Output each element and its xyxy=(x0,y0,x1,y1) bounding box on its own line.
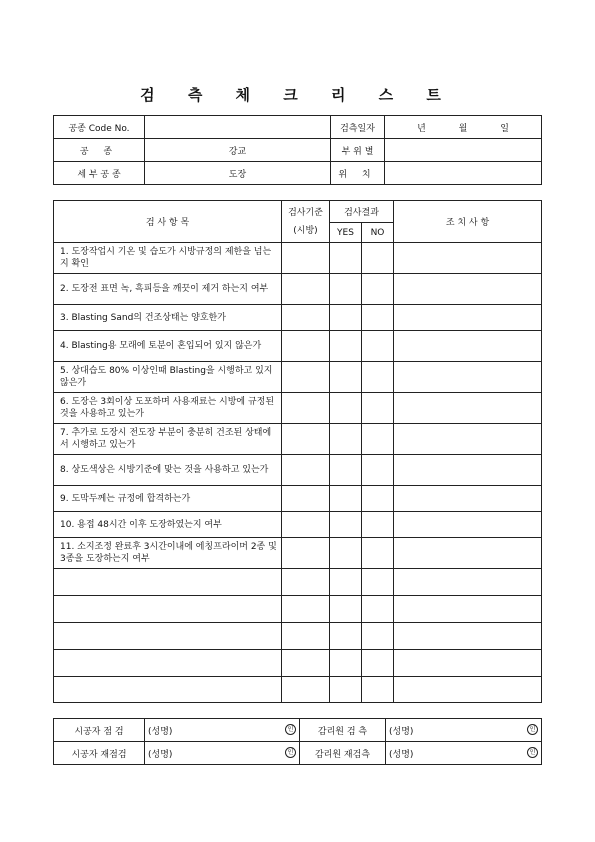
yes-cell[interactable] xyxy=(330,569,362,596)
supervisor-inspect-label: 감리원 검 측 xyxy=(300,719,386,742)
yes-cell[interactable] xyxy=(330,677,362,703)
checklist-item-text: 6. 도장은 3회이상 도포하며 사용재료는 시방에 규정된 것을 사용하고 있는가 xyxy=(54,393,282,424)
no-cell[interactable] xyxy=(362,424,394,455)
checklist-item-text: 5. 상대습도 80% 이상인때 Blasting을 시행하고 있지 않은가 xyxy=(54,362,282,393)
std-cell[interactable] xyxy=(282,677,330,703)
col-std-sub-label: (시방) xyxy=(293,225,318,236)
date-field[interactable]: 년 월 일 xyxy=(385,116,542,139)
detail-label: 세 부 공 종 xyxy=(54,162,145,185)
table-row xyxy=(54,623,542,650)
checklist-item-text xyxy=(54,677,282,703)
no-cell[interactable] xyxy=(362,243,394,274)
signature-table xyxy=(53,718,542,765)
action-cell[interactable] xyxy=(394,569,542,596)
action-cell[interactable] xyxy=(394,305,542,331)
col-items-header: 검 사 항 목 xyxy=(54,201,282,243)
date-label: 검측일자 xyxy=(331,116,385,139)
no-cell[interactable] xyxy=(362,486,394,512)
yes-cell[interactable] xyxy=(330,331,362,362)
no-cell[interactable] xyxy=(362,623,394,650)
std-cell[interactable] xyxy=(282,512,330,538)
seal-icon: 인 xyxy=(527,724,538,735)
action-cell[interactable] xyxy=(394,331,542,362)
yes-cell[interactable] xyxy=(330,623,362,650)
page-title: 검 측 체 크 리 스 트 xyxy=(140,86,455,104)
table-row xyxy=(54,331,542,362)
checklist-item-text xyxy=(54,650,282,677)
col-std-header xyxy=(282,201,330,243)
table-row xyxy=(54,424,542,455)
col-action-header: 조 치 사 항 xyxy=(394,201,542,243)
action-cell[interactable] xyxy=(394,596,542,623)
std-cell[interactable] xyxy=(282,331,330,362)
table-row xyxy=(54,393,542,424)
yes-cell[interactable] xyxy=(330,305,362,331)
table-row xyxy=(54,243,542,274)
std-cell[interactable] xyxy=(282,424,330,455)
action-cell[interactable] xyxy=(394,455,542,486)
action-cell[interactable] xyxy=(394,650,542,677)
checklist-item-text: 10. 용접 48시간 이후 도장하였는지 여부 xyxy=(54,512,282,538)
no-cell[interactable] xyxy=(362,274,394,305)
contractor-check-label: 시공자 점 검 xyxy=(54,719,145,742)
checklist-item-text: 2. 도장전 표면 녹, 흑피등을 깨끗이 제거 하는지 여부 xyxy=(54,274,282,305)
action-cell[interactable] xyxy=(394,274,542,305)
action-cell[interactable] xyxy=(394,538,542,569)
action-cell[interactable] xyxy=(394,623,542,650)
loc-field[interactable] xyxy=(385,162,542,185)
supervisor-inspect-signature[interactable]: (성명) 인 xyxy=(386,719,542,742)
action-cell[interactable] xyxy=(394,243,542,274)
std-cell[interactable] xyxy=(282,243,330,274)
table-row xyxy=(54,596,542,623)
table-row xyxy=(54,455,542,486)
code-field[interactable] xyxy=(145,116,331,139)
std-cell[interactable] xyxy=(282,596,330,623)
col-no-header: NO xyxy=(362,223,394,243)
work-field[interactable]: 강교 xyxy=(145,139,331,162)
seal-icon: 인 xyxy=(527,747,538,758)
action-cell[interactable] xyxy=(394,424,542,455)
checklist-item-text xyxy=(54,596,282,623)
action-cell[interactable] xyxy=(394,362,542,393)
no-cell[interactable] xyxy=(362,596,394,623)
no-cell[interactable] xyxy=(362,650,394,677)
table-row xyxy=(54,569,542,596)
no-cell[interactable] xyxy=(362,331,394,362)
checklist-item-text: 11. 소지조정 완료후 3시간이내에 에칭프라이머 2종 및 3종을 도장하는지 여부 xyxy=(54,538,282,569)
action-cell[interactable] xyxy=(394,512,542,538)
checklist-item-text xyxy=(54,569,282,596)
contractor-check-signature[interactable]: (성명) 인 xyxy=(145,719,300,742)
std-cell[interactable] xyxy=(282,538,330,569)
part-field[interactable] xyxy=(385,139,542,162)
checklist-item-text: 8. 상도색상은 시방기준에 맞는 것을 사용하고 있는가 xyxy=(54,455,282,486)
yes-cell[interactable] xyxy=(330,455,362,486)
header-info-table xyxy=(53,115,542,185)
std-cell[interactable] xyxy=(282,650,330,677)
contractor-recheck-label: 시공자 재점검 xyxy=(54,742,145,765)
supervisor-reinspect-signature[interactable]: (성명) 인 xyxy=(386,742,542,765)
yes-cell[interactable] xyxy=(330,243,362,274)
col-std-label: 검사기준 xyxy=(288,207,323,218)
action-cell[interactable] xyxy=(394,486,542,512)
std-cell[interactable] xyxy=(282,362,330,393)
code-label: 공종 Code No. xyxy=(54,116,145,139)
checklist-item-text: 7. 추가로 도장시 전도장 부분이 충분히 건조된 상태에서 시행하고 있는가 xyxy=(54,424,282,455)
no-cell[interactable] xyxy=(362,538,394,569)
table-row xyxy=(54,362,542,393)
checklist-item-text: 4. Blasting용 모래에 토분이 혼입되어 있지 않은가 xyxy=(54,331,282,362)
table-row xyxy=(54,486,542,512)
table-row xyxy=(54,677,542,703)
contractor-recheck-signature[interactable]: (성명) 인 xyxy=(145,742,300,765)
no-cell[interactable] xyxy=(362,393,394,424)
checklist-item-text: 9. 도막두께는 규정에 합격하는가 xyxy=(54,486,282,512)
seal-icon: 인 xyxy=(285,724,296,735)
table-row xyxy=(54,305,542,331)
yes-cell[interactable] xyxy=(330,512,362,538)
no-cell[interactable] xyxy=(362,362,394,393)
yes-cell[interactable] xyxy=(330,486,362,512)
std-cell[interactable] xyxy=(282,623,330,650)
yes-cell[interactable] xyxy=(330,274,362,305)
no-cell[interactable] xyxy=(362,677,394,703)
std-cell[interactable] xyxy=(282,486,330,512)
checklist-item-text xyxy=(54,623,282,650)
checklist-table xyxy=(53,200,542,703)
action-cell[interactable] xyxy=(394,393,542,424)
seal-icon: 인 xyxy=(285,747,296,758)
std-cell[interactable] xyxy=(282,569,330,596)
checklist-item-text: 1. 도장작업시 기온 및 습도가 시방규정의 제한을 넘는지 확인 xyxy=(54,243,282,274)
std-cell[interactable] xyxy=(282,305,330,331)
action-cell[interactable] xyxy=(394,677,542,703)
col-yes-header: YES xyxy=(330,223,362,243)
loc-label: 위 치 xyxy=(331,162,385,185)
no-cell[interactable] xyxy=(362,569,394,596)
table-row xyxy=(54,274,542,305)
table-row xyxy=(54,650,542,677)
yes-cell[interactable] xyxy=(330,650,362,677)
col-result-header: 검사결과 xyxy=(330,201,394,223)
table-row xyxy=(54,538,542,569)
supervisor-reinspect-label: 감리원 재검측 xyxy=(300,742,386,765)
std-cell[interactable] xyxy=(282,393,330,424)
yes-cell[interactable] xyxy=(330,538,362,569)
no-cell[interactable] xyxy=(362,512,394,538)
table-row xyxy=(54,512,542,538)
checklist-item-text: 3. Blasting Sand의 건조상태는 양호한가 xyxy=(54,305,282,331)
detail-field[interactable]: 도장 xyxy=(145,162,331,185)
no-cell[interactable] xyxy=(362,305,394,331)
work-label: 공 종 xyxy=(54,139,145,162)
yes-cell[interactable] xyxy=(330,393,362,424)
yes-cell[interactable] xyxy=(330,424,362,455)
part-label: 부 위 별 xyxy=(331,139,385,162)
std-cell[interactable] xyxy=(282,455,330,486)
yes-cell[interactable] xyxy=(330,362,362,393)
std-cell[interactable] xyxy=(282,274,330,305)
yes-cell[interactable] xyxy=(330,596,362,623)
no-cell[interactable] xyxy=(362,455,394,486)
